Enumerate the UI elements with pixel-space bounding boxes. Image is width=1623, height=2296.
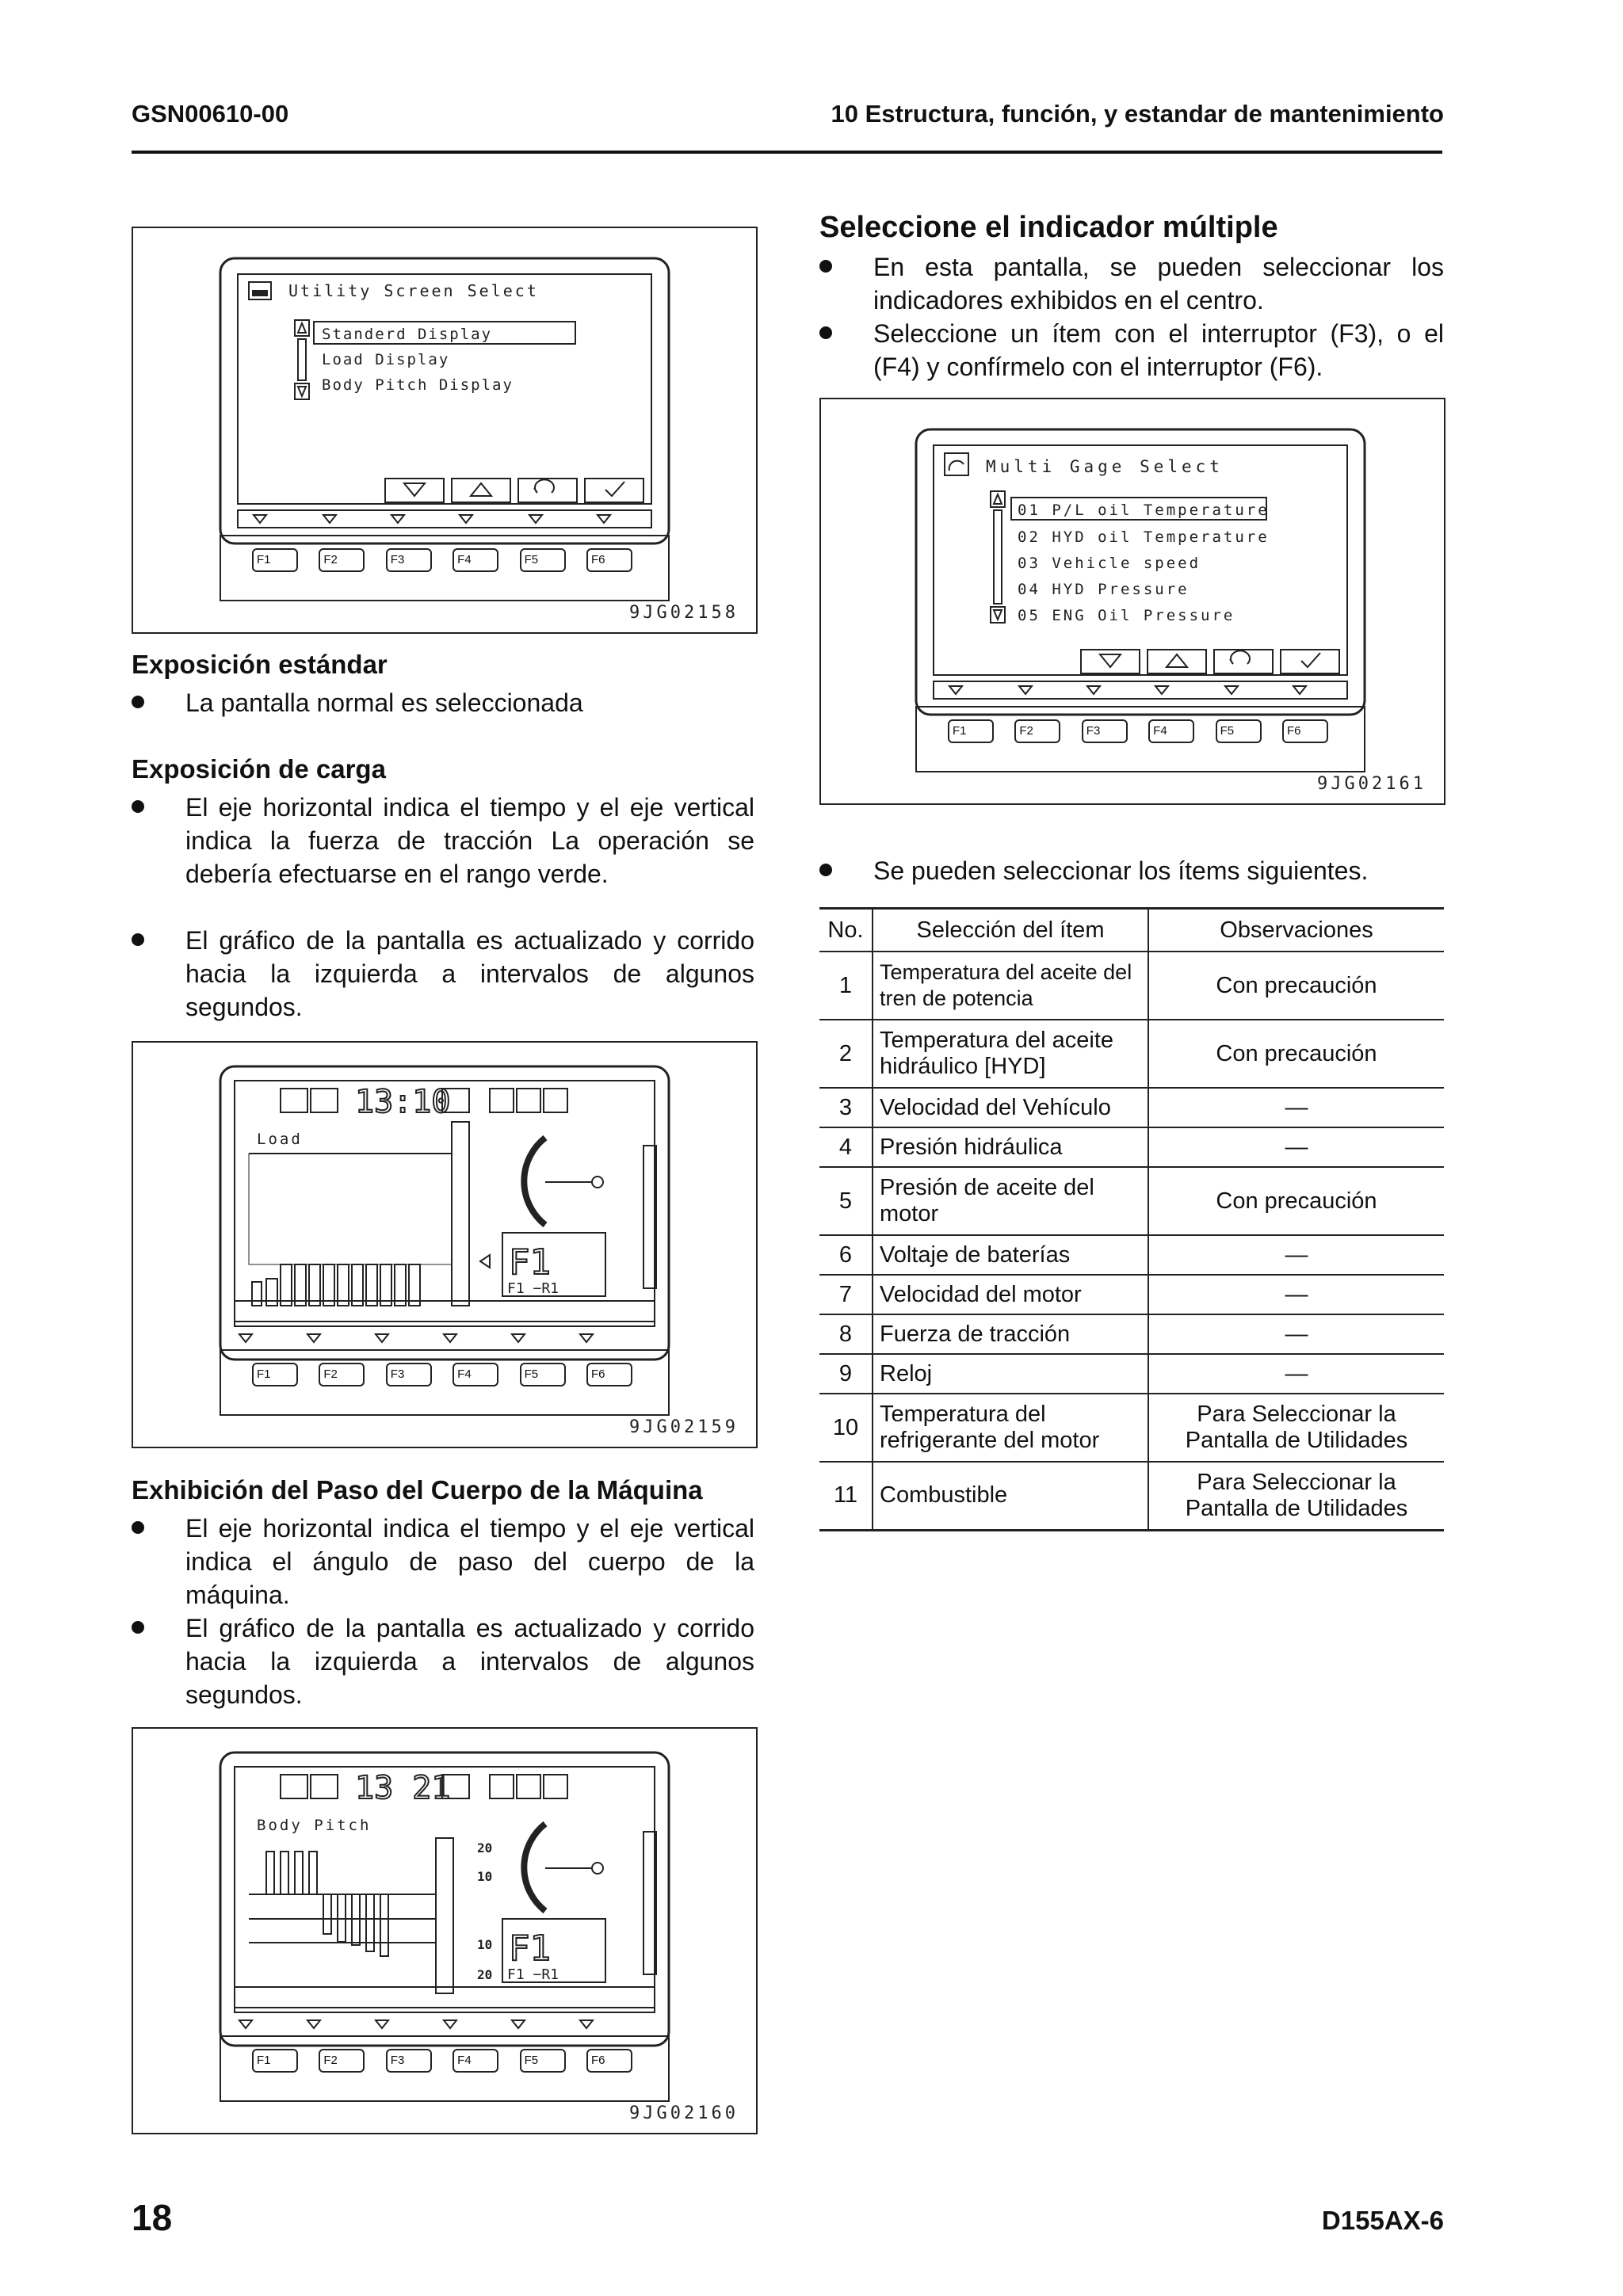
graph-label: Body Pitch <box>257 1817 372 1834</box>
fkey-f5[interactable]: F5 <box>520 548 566 572</box>
gage-item-3: 03 Vehicle speed <box>1018 555 1201 572</box>
bullet-icon <box>132 696 144 708</box>
fkey-f1[interactable]: F1 <box>252 548 298 572</box>
fkey-f4[interactable]: F4 <box>453 548 498 572</box>
fkey-f6[interactable]: F6 <box>586 548 632 572</box>
model-code: D155AX-6 <box>1321 2206 1444 2235</box>
table-row: 8 Fuerza de tracción — <box>819 1314 1444 1354</box>
figure-utility-screen-select <box>132 227 758 634</box>
bullet-icon <box>819 864 832 876</box>
fkey-row <box>948 719 1328 743</box>
fkey-arrows <box>238 510 651 528</box>
status-icons-left <box>281 1775 338 1798</box>
figure-code: 9JG02158 <box>629 603 739 623</box>
table-row: 7 Velocidad del motor — <box>819 1275 1444 1314</box>
fkey-f6[interactable]: F6 <box>1282 719 1328 743</box>
bullet-multi-2: Seleccione un ítem con el interruptor (F3), o el (F4) y confírmelo con el interruptor (F6). <box>819 317 1444 383</box>
fkey-f1[interactable]: F1 <box>252 2049 298 2073</box>
fkey-f3[interactable]: F3 <box>1082 719 1128 743</box>
table-row: 6 Voltaje de baterías — <box>819 1235 1444 1275</box>
graph-label: Load <box>257 1131 303 1148</box>
fkey-f4[interactable]: F4 <box>453 2049 498 2073</box>
status-icons-right <box>442 1089 567 1112</box>
fkey-f2[interactable]: F2 <box>319 2049 365 2073</box>
fkey-f1[interactable]: F1 <box>252 1363 298 1386</box>
fkey-f5[interactable]: F5 <box>520 2049 566 2073</box>
table-row: 2 Temperatura del aceite hidráulico [HYD] Con precaución <box>819 1020 1444 1088</box>
bullet-icon <box>132 933 144 946</box>
table-header-row <box>819 909 1444 952</box>
gear-display: F1 <box>509 1928 551 1969</box>
table-row: 11 Combustible Para Seleccionar la Pantalla de Utilidades <box>819 1462 1444 1530</box>
status-icons-right <box>442 1775 567 1798</box>
fkey-f3[interactable]: F3 <box>386 2049 432 2073</box>
gauge-icon <box>945 453 968 475</box>
pitch-scale-top-20: 20 <box>477 1840 493 1855</box>
header-rule <box>132 151 1442 154</box>
gage-item-2: 02 HYD oil Temperature <box>1018 528 1270 546</box>
pitch-scale-bottom-20: 20 <box>477 1967 493 1982</box>
gear-sub-display: F1 −R1 <box>507 1280 559 1297</box>
figure-code: 9JG02159 <box>629 1417 739 1437</box>
gage-item-1: 01 P/L oil Temperature <box>1018 502 1270 519</box>
table-row: 10 Temperatura del refrigerante del motor Para Seleccionar la Pantalla de Utilidades <box>819 1394 1444 1462</box>
bullet-standard: La pantalla normal es seleccionada <box>132 686 754 719</box>
fkey-f4[interactable]: F4 <box>453 1363 498 1386</box>
pitch-scale-top-10: 10 <box>477 1869 493 1884</box>
gage-item-4: 04 HYD Pressure <box>1018 581 1190 598</box>
bullet-icon <box>132 1521 144 1534</box>
bullet-pitch-1: El eje horizontal indica el tiempo y el eje vertical indica el ángulo de paso del cuerpo de la máquina. <box>132 1512 754 1611</box>
figure-body-pitch-display <box>132 1727 758 2134</box>
utility-item-load: Load Display <box>322 351 450 368</box>
fkey-f6[interactable]: F6 <box>586 2049 632 2073</box>
page-number: 18 <box>132 2197 173 2238</box>
bullet-load-1: El eje horizontal indica el tiempo y el eje vertical indica la fuerza de tracción La operación se debería efectuarse en el rango verde. <box>132 791 754 891</box>
col-header-observations: Observaciones <box>1148 909 1444 952</box>
fkey-f6[interactable]: F6 <box>586 1363 632 1386</box>
heading-multi-gage: Seleccione el indicador múltiple <box>819 211 1278 244</box>
softkey-bar <box>385 479 643 502</box>
bullet-table-intro: Se pueden seleccionar los ítems siguientes. <box>819 854 1444 887</box>
gage-item-5: 05 ENG Oil Pressure <box>1018 607 1235 624</box>
clock-display: 13 21 <box>355 1770 451 1806</box>
heading-load: Exposición de carga <box>132 754 386 784</box>
pitch-bars <box>249 1852 436 1956</box>
fkey-arrows <box>239 2020 593 2028</box>
heading-standard: Exposición estándar <box>132 650 388 679</box>
clock-display: 13:10 <box>355 1084 451 1120</box>
softkey-bar <box>1081 650 1339 673</box>
items-table <box>819 907 1444 1531</box>
fkey-f2[interactable]: F2 <box>319 548 365 572</box>
bullet-icon <box>819 326 832 339</box>
bullet-icon <box>819 260 832 273</box>
fkey-f4[interactable]: F4 <box>1148 719 1194 743</box>
figure-code: 9JG02161 <box>1317 774 1426 794</box>
screen-title: Utility Screen Select <box>288 281 539 300</box>
gear-sub-display: F1 −R1 <box>507 1966 559 1983</box>
col-header-no: No. <box>819 909 873 952</box>
fkey-f3[interactable]: F3 <box>386 1363 432 1386</box>
fkey-arrows <box>239 1334 593 1342</box>
status-icons-left <box>281 1089 338 1112</box>
pitch-scale-bottom-10: 10 <box>477 1937 493 1952</box>
screen-title: Multi Gage Select <box>986 457 1224 476</box>
table-row: 4 Presión hidráulica — <box>819 1127 1444 1167</box>
bullet-multi-1: En esta pantalla, se pueden seleccionar los indicadores exhibidos en el centro. <box>819 250 1444 317</box>
fkey-f2[interactable]: F2 <box>319 1363 365 1386</box>
utility-item-standard: Standerd Display <box>322 326 493 343</box>
bullet-pitch-2: El gráfico de la pantalla es actualizado y corrido hacia la izquierda a intervalos de algunos segundos. <box>132 1611 754 1711</box>
heading-body-pitch: Exhibición del Paso del Cuerpo de la Máquina <box>132 1475 703 1505</box>
fkey-f5[interactable]: F5 <box>520 1363 566 1386</box>
bullet-icon <box>132 1621 144 1634</box>
fkey-row <box>252 548 632 572</box>
figure-multi-gage-select <box>819 398 1445 805</box>
fkey-row <box>252 2049 632 2073</box>
table-row: 3 Velocidad del Vehículo — <box>819 1088 1444 1127</box>
figure-load-display <box>132 1041 758 1448</box>
table-row: 9 Reloj — <box>819 1354 1444 1394</box>
figure-code: 9JG02160 <box>629 2103 739 2123</box>
header-section-title: 10 Estructura, función, y estandar de mantenimiento <box>831 100 1444 128</box>
fkey-f2[interactable]: F2 <box>1014 719 1060 743</box>
col-header-item: Selección del ítem <box>873 909 1148 952</box>
fkey-f1[interactable]: F1 <box>948 719 994 743</box>
bullet-icon <box>132 800 144 813</box>
header-doc-code: GSN00610-00 <box>132 100 289 128</box>
utility-icon <box>249 282 271 299</box>
fkey-row <box>252 1363 632 1386</box>
utility-item-body-pitch: Body Pitch Display <box>322 376 514 394</box>
fkey-f5[interactable]: F5 <box>1216 719 1262 743</box>
fkey-f3[interactable]: F3 <box>386 548 432 572</box>
gear-display: F1 <box>509 1242 551 1283</box>
load-bars <box>252 1264 420 1306</box>
table-row: 5 Presión de aceite del motor Con precaución <box>819 1167 1444 1235</box>
fkey-arrows <box>934 681 1347 699</box>
bullet-load-2: El gráfico de la pantalla es actualizado y corrido hacia la izquierda a intervalos de algunos segundos. <box>132 924 754 1024</box>
table-row: 1 Temperatura del aceite del tren de potencia Con precaución <box>819 952 1444 1020</box>
